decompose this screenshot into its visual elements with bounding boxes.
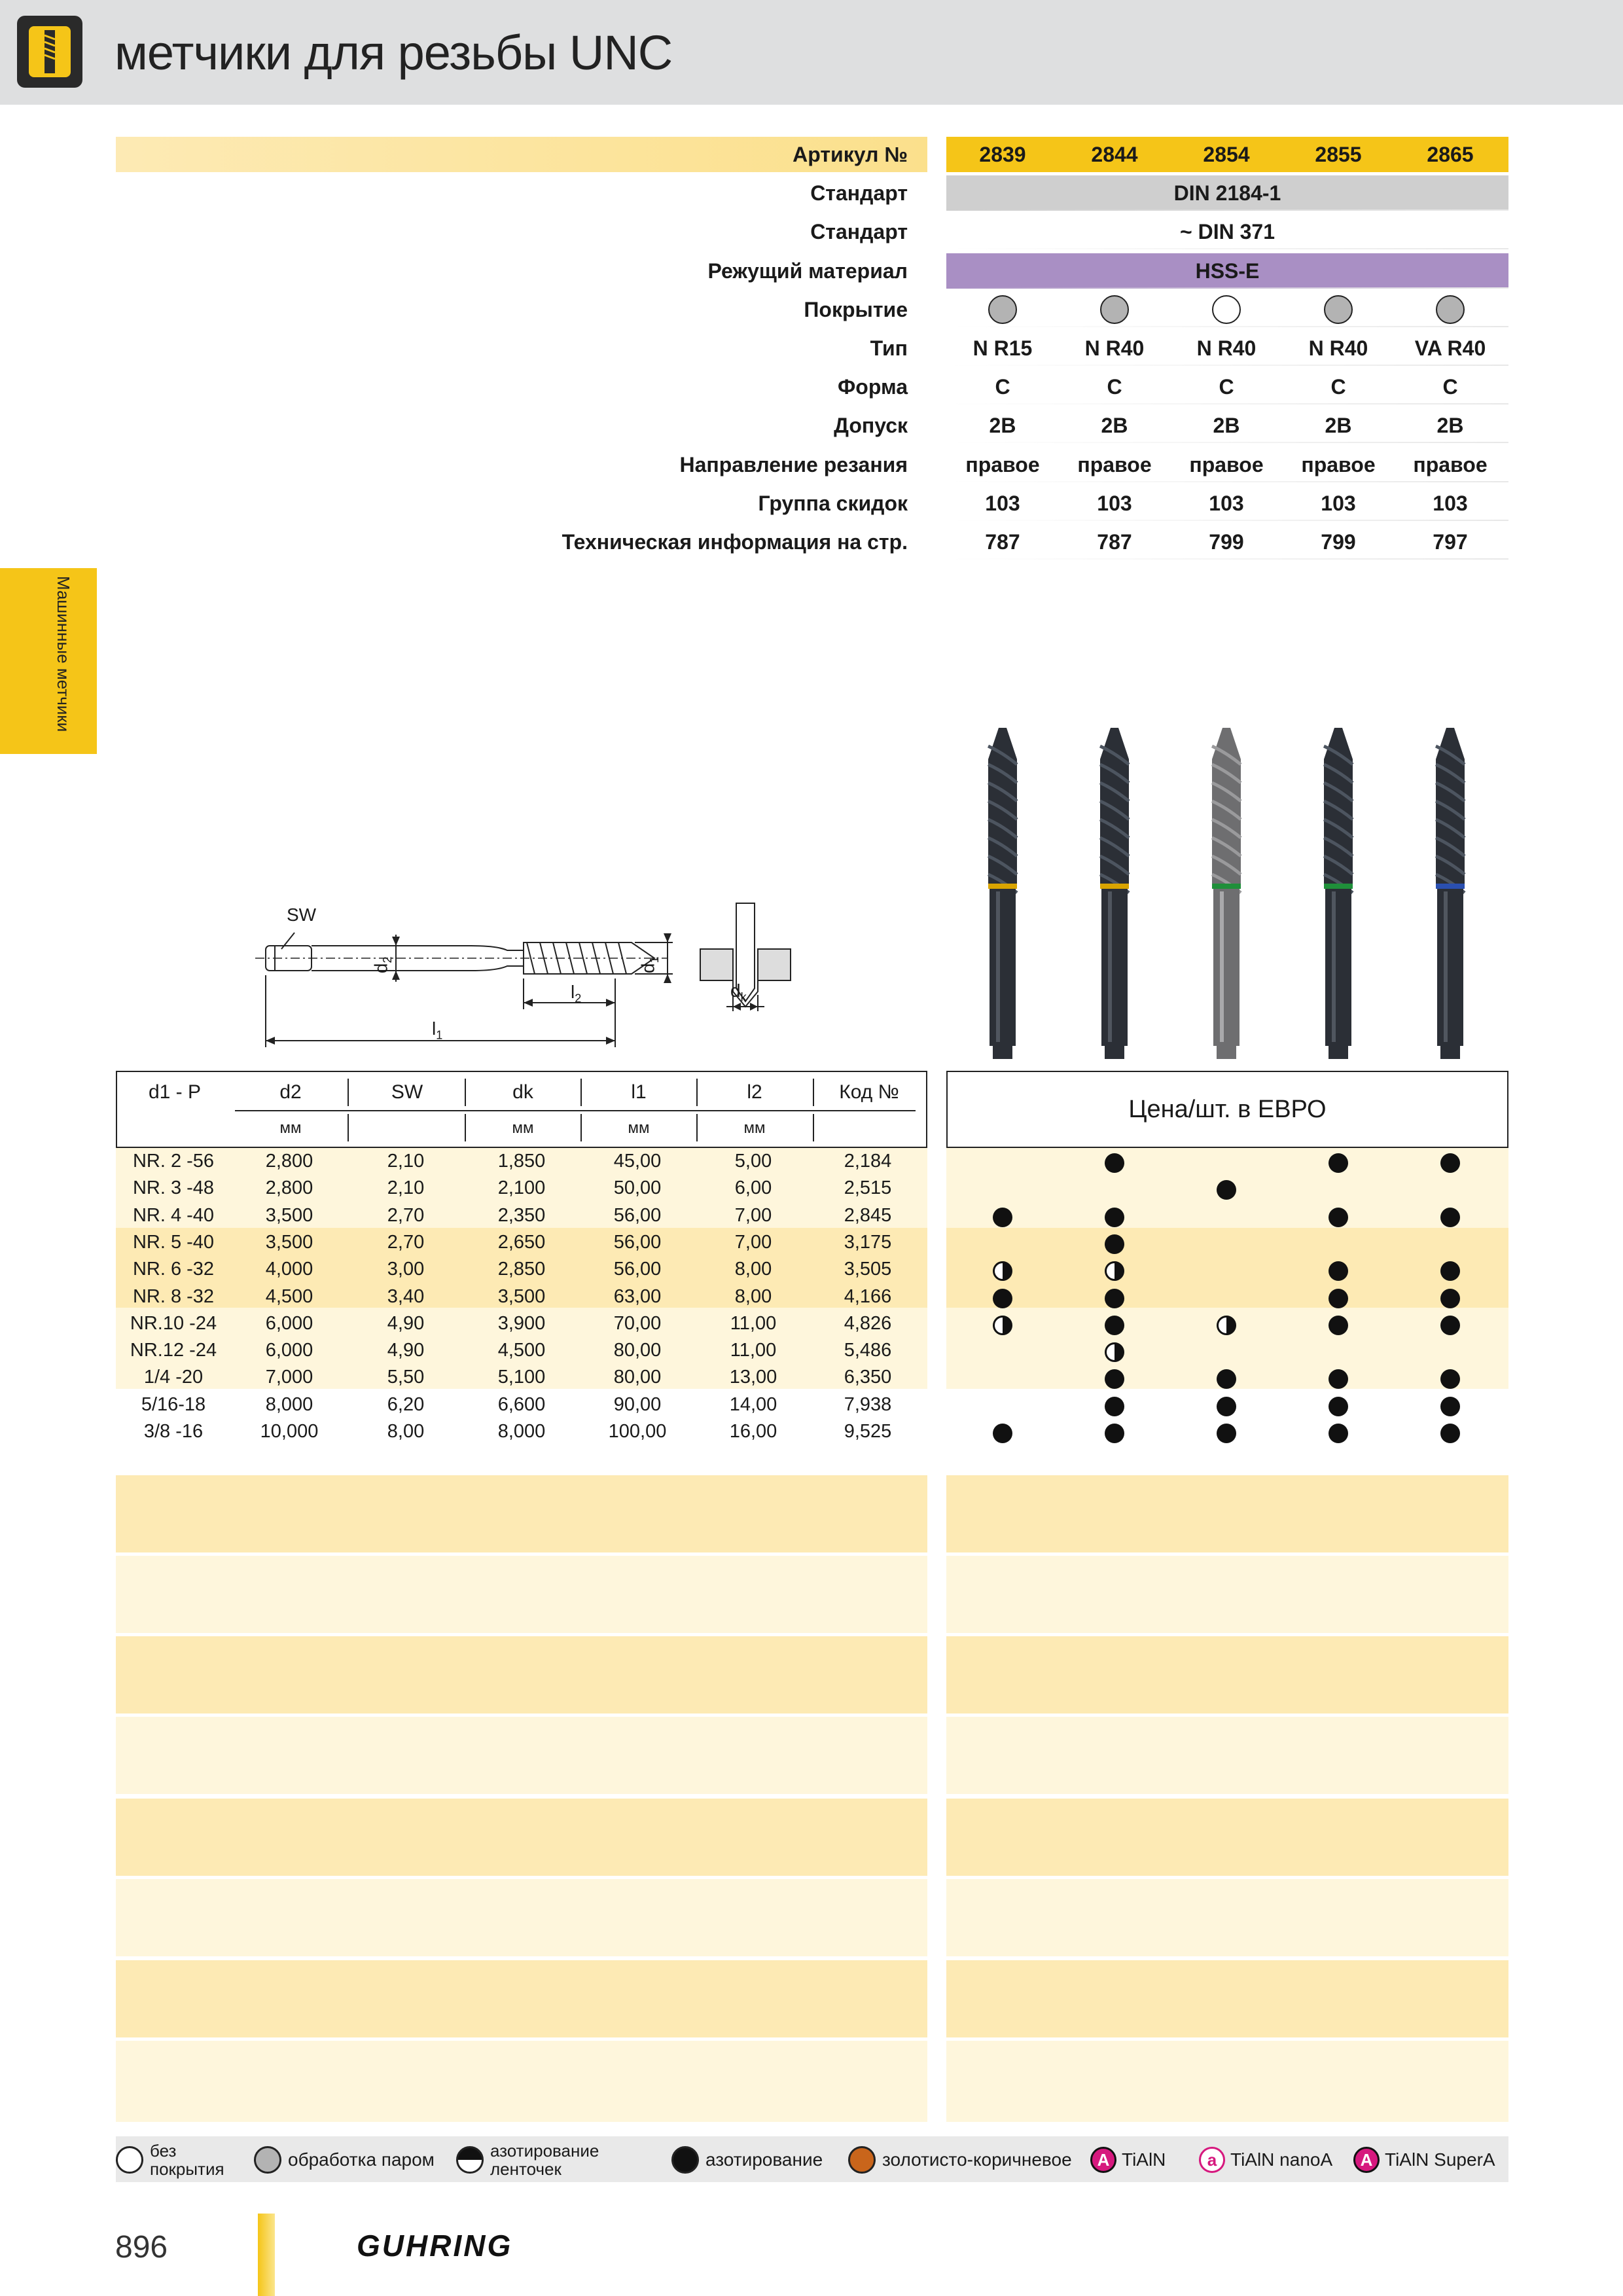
available-stock-icon	[1329, 1397, 1348, 1416]
table-cell: 13,00	[729, 1367, 777, 1388]
available-stock-icon	[1440, 1316, 1460, 1335]
table-cell: 5,486	[844, 1340, 892, 1361]
table-cell: 1,850	[497, 1151, 546, 1172]
legend-tialn: A TiAlN	[1090, 2139, 1166, 2181]
table-cell: NR.12 -24	[130, 1340, 217, 1361]
table-cell: 4,826	[844, 1312, 892, 1334]
available-stock-icon	[1329, 1261, 1348, 1281]
table-cell: 45,00	[613, 1151, 662, 1172]
spec-value: 103	[1209, 491, 1244, 515]
available-stock-icon	[1329, 1424, 1348, 1443]
available-stock-icon	[1105, 1397, 1124, 1416]
tap-photo	[988, 728, 1017, 1059]
table-cell: 6,350	[844, 1367, 892, 1388]
d1-label: $d_1$	[637, 956, 662, 974]
spec-value: N R40	[1308, 336, 1368, 360]
spec-label: Группа скидок	[758, 491, 908, 515]
uncoated-icon	[116, 2146, 143, 2174]
spec-value: 799	[1321, 530, 1356, 554]
table-cell: NR. 5 -40	[132, 1231, 215, 1253]
spec-value: C	[995, 375, 1010, 399]
available-stock-icon	[1105, 1289, 1124, 1308]
available-stock-icon	[1217, 1397, 1236, 1416]
available-stock-icon	[1440, 1289, 1460, 1308]
spec-value: 787	[1097, 530, 1132, 554]
tialn-icon: A	[1090, 2147, 1116, 2173]
dk-label: $d_k$	[730, 980, 747, 1004]
available-stock-icon	[1105, 1208, 1124, 1227]
table-cell: 2,70	[387, 1231, 425, 1253]
available-stock-icon	[1440, 1397, 1460, 1416]
column-header: d2	[279, 1081, 302, 1103]
table-cell: 3,900	[497, 1312, 546, 1334]
spec-value: 2854	[1203, 143, 1250, 166]
available-stock-icon	[1105, 1234, 1124, 1254]
page-number: 896	[115, 2230, 168, 2265]
nitrided-icon	[671, 2146, 699, 2174]
table-row	[116, 1337, 927, 1364]
available-stock-icon	[1440, 1369, 1460, 1389]
table-cell: 4,500	[497, 1340, 546, 1361]
table-cell: 70,00	[613, 1312, 662, 1334]
table-cell: 5,100	[497, 1367, 546, 1388]
table-cell: 6,000	[265, 1340, 313, 1361]
table-cell: 11,00	[730, 1312, 777, 1334]
spec-row	[116, 486, 1508, 521]
available-stock-icon	[993, 1289, 1012, 1308]
table-cell: 3,175	[844, 1231, 892, 1253]
availability-row	[946, 1148, 1508, 1175]
table-cell: 1/4 -20	[143, 1367, 204, 1388]
table-cell: 80,00	[613, 1367, 662, 1388]
table-row	[116, 1175, 927, 1202]
table-cell: 8,00	[734, 1259, 772, 1280]
table-cell: 11,00	[730, 1340, 777, 1361]
spec-value: правое	[1301, 452, 1376, 476]
spec-value: 799	[1209, 530, 1244, 554]
column-header: l1	[631, 1081, 647, 1103]
dimension-table-header	[116, 1071, 927, 1148]
section-tab-label: Машинные метчики	[54, 576, 73, 732]
table-cell: 6,20	[387, 1393, 425, 1415]
table-cell: 4,500	[265, 1285, 313, 1307]
table-row	[116, 1256, 927, 1283]
table-cell: 3,500	[265, 1231, 313, 1253]
table-row	[116, 1283, 927, 1310]
spec-row	[116, 524, 1508, 560]
tap-dimension-drawing	[249, 897, 812, 1054]
table-cell: NR. 3 -48	[132, 1177, 215, 1199]
column-unit: мм	[743, 1119, 766, 1137]
table-cell: 2,184	[844, 1151, 892, 1172]
table-cell: 2,350	[497, 1204, 546, 1226]
table-cell: 8,000	[265, 1393, 313, 1415]
available-stock-icon	[1105, 1316, 1124, 1335]
availability-row	[946, 1202, 1508, 1229]
spec-value: N R15	[972, 336, 1033, 360]
table-cell: NR. 6 -32	[132, 1259, 215, 1280]
price-header: Цена/шт. в ЕВРО	[946, 1071, 1508, 1148]
available-on-request-icon	[993, 1316, 1012, 1335]
spec-span-value: HSS-E	[1195, 259, 1260, 283]
spec-label: Допуск	[834, 414, 908, 438]
available-stock-icon	[1105, 1369, 1124, 1389]
spec-value: 797	[1433, 530, 1468, 554]
footer-accent-bar	[258, 2214, 275, 2296]
spec-label: Артикул №	[793, 143, 908, 166]
table-cell: 2,10	[387, 1177, 425, 1199]
available-on-request-icon	[1217, 1316, 1236, 1335]
spec-label: Тип	[870, 336, 908, 360]
table-cell: 3,500	[497, 1285, 546, 1307]
availability-row	[946, 1337, 1508, 1364]
table-cell: 4,90	[387, 1312, 425, 1334]
available-stock-icon	[1329, 1289, 1348, 1308]
spec-value: 103	[1097, 491, 1132, 515]
legend-band-nitrided: азотирование ленточек	[456, 2139, 599, 2181]
spec-row	[116, 292, 1508, 327]
sw-label: SW	[287, 905, 317, 925]
coating-icon	[988, 295, 1017, 324]
spec-label: Стандарт	[810, 181, 908, 206]
spec-value: C	[1219, 375, 1234, 399]
steam-treated-icon	[254, 2146, 281, 2174]
spec-label: Стандарт	[810, 220, 908, 244]
coating-icon	[1324, 295, 1353, 324]
tialn-nanoa-icon: a	[1199, 2147, 1225, 2173]
table-cell: 6,00	[734, 1177, 772, 1199]
table-cell: 63,00	[613, 1285, 662, 1307]
spec-value: 2B	[1325, 414, 1352, 438]
spec-value: 2865	[1427, 143, 1474, 166]
table-cell: 16,00	[729, 1421, 777, 1442]
spec-row	[116, 253, 1508, 289]
availability-row	[946, 1418, 1508, 1445]
availability-row	[946, 1256, 1508, 1283]
column-unit: мм	[628, 1119, 650, 1137]
spec-row	[116, 137, 1508, 172]
table-cell: 7,00	[734, 1204, 772, 1226]
available-stock-icon	[1440, 1153, 1460, 1173]
available-stock-icon	[1217, 1369, 1236, 1389]
table-cell: 2,515	[844, 1177, 892, 1199]
table-cell: 8,000	[497, 1421, 546, 1442]
available-stock-icon	[1217, 1180, 1236, 1200]
spec-value: 2B	[989, 414, 1016, 438]
table-cell: 6,600	[497, 1393, 546, 1415]
table-cell: 56,00	[613, 1231, 662, 1253]
spec-row	[116, 408, 1508, 443]
spec-value: N R40	[1196, 336, 1257, 360]
table-cell: 4,90	[387, 1340, 425, 1361]
available-stock-icon	[1217, 1424, 1236, 1443]
table-cell: NR. 8 -32	[132, 1285, 215, 1307]
table-cell: 7,938	[844, 1393, 892, 1415]
tap-photo	[1100, 728, 1129, 1059]
available-on-request-icon	[1105, 1261, 1124, 1281]
table-cell: 3,505	[844, 1259, 892, 1280]
column-header: l2	[747, 1081, 762, 1103]
table-cell: NR. 2 -56	[132, 1151, 215, 1172]
spec-value: C	[1442, 375, 1458, 399]
spec-row	[116, 214, 1508, 249]
page-title: метчики для резьбы UNC	[115, 26, 673, 80]
product-images	[946, 720, 1508, 1060]
available-stock-icon	[1329, 1316, 1348, 1335]
spec-label: Покрытие	[804, 297, 908, 321]
table-cell: 9,525	[844, 1421, 892, 1442]
l1-label: $l_1$	[432, 1018, 443, 1042]
spec-row	[116, 447, 1508, 482]
available-stock-icon	[1440, 1261, 1460, 1281]
table-cell: 8,00	[734, 1285, 772, 1307]
spec-value: 103	[1321, 491, 1356, 515]
table-cell: 2,845	[844, 1204, 892, 1226]
availability-row	[946, 1364, 1508, 1391]
spec-value: 2855	[1315, 143, 1362, 166]
available-stock-icon	[1105, 1153, 1124, 1173]
spec-value: VA R40	[1414, 336, 1486, 360]
spec-value: правое	[1077, 452, 1152, 476]
legend-supera: A TiAlN SuperA	[1353, 2139, 1495, 2181]
table-cell: 3,40	[387, 1285, 425, 1307]
table-cell: 90,00	[613, 1393, 662, 1415]
d2-label: $d_2$	[370, 956, 395, 974]
brand-logo: GUHRING	[357, 2229, 513, 2263]
available-on-request-icon	[993, 1261, 1012, 1281]
column-header: d1 - P	[148, 1081, 202, 1103]
table-row	[116, 1202, 927, 1229]
table-row	[116, 1229, 927, 1256]
spec-span-value: DIN 2184-1	[1173, 181, 1281, 206]
spec-value: правое	[1189, 452, 1264, 476]
table-row	[116, 1310, 927, 1337]
table-cell: 7,00	[734, 1231, 772, 1253]
available-stock-icon	[993, 1208, 1012, 1227]
availability-row	[946, 1391, 1508, 1418]
legend-uncoated: без покрытия	[116, 2139, 224, 2181]
table-cell: 7,000	[265, 1367, 313, 1388]
table-cell: 2,10	[387, 1151, 425, 1172]
table-cell: 100,00	[608, 1421, 667, 1442]
available-on-request-icon	[1105, 1342, 1124, 1362]
table-cell: 5,00	[734, 1151, 772, 1172]
tap-photo	[1324, 728, 1353, 1059]
l2-label: $l_2$	[571, 982, 582, 1005]
spec-value: 103	[985, 491, 1020, 515]
spec-value: правое	[965, 452, 1040, 476]
gold-brown-icon	[848, 2146, 876, 2174]
table-cell: 2,800	[265, 1177, 313, 1199]
coating-icon	[1100, 295, 1129, 324]
spec-value: 2844	[1091, 143, 1138, 166]
tap-logo-icon	[17, 16, 82, 88]
table-cell: 2,850	[497, 1259, 546, 1280]
spec-row	[116, 331, 1508, 366]
available-stock-icon	[1329, 1369, 1348, 1389]
table-cell: 4,000	[265, 1259, 313, 1280]
availability-row	[946, 1283, 1508, 1310]
spec-label: Направление резания	[679, 452, 908, 476]
available-stock-icon	[1440, 1424, 1460, 1443]
spec-value: C	[1330, 375, 1346, 399]
table-cell: 2,70	[387, 1204, 425, 1226]
table-cell: 8,00	[387, 1421, 425, 1442]
spec-row	[116, 175, 1508, 211]
availability-row	[946, 1175, 1508, 1202]
table-cell: 56,00	[613, 1204, 662, 1226]
table-cell: 5/16-18	[141, 1393, 206, 1415]
spec-label: Техническая информация на стр.	[562, 530, 908, 554]
spec-value: N R40	[1084, 336, 1145, 360]
table-cell: 50,00	[613, 1177, 662, 1199]
spec-value: правое	[1413, 452, 1488, 476]
table-cell: 10,000	[260, 1421, 319, 1442]
table-row	[116, 1418, 927, 1445]
spec-label: Форма	[837, 375, 908, 399]
table-cell: 56,00	[613, 1259, 662, 1280]
tap-photo	[1212, 728, 1241, 1059]
table-cell: 3/8 -16	[143, 1421, 204, 1442]
spec-value: 2B	[1101, 414, 1128, 438]
spec-label: Режущий материал	[707, 259, 908, 283]
tialn-supera-icon: A	[1353, 2147, 1380, 2173]
legend-nanoa: a TiAlN nanoA	[1199, 2139, 1332, 2181]
available-stock-icon	[1329, 1153, 1348, 1173]
table-cell: 3,00	[387, 1259, 425, 1280]
table-cell: 4,166	[844, 1285, 892, 1307]
column-header: SW	[391, 1081, 423, 1103]
spec-row	[116, 369, 1508, 404]
available-stock-icon	[1105, 1424, 1124, 1443]
table-cell: 2,800	[265, 1151, 313, 1172]
table-cell: 2,100	[497, 1177, 546, 1199]
table-cell: NR.10 -24	[130, 1312, 217, 1334]
column-unit: мм	[512, 1119, 534, 1137]
availability-row	[946, 1229, 1508, 1256]
column-unit: мм	[279, 1119, 302, 1137]
legend-steam: обработка паром	[254, 2139, 435, 2181]
table-cell: 3,500	[265, 1204, 313, 1226]
spec-value: 2B	[1436, 414, 1464, 438]
band-nitrided-icon	[456, 2146, 484, 2174]
table-cell: NR. 4 -40	[132, 1204, 215, 1226]
tap-photo	[1436, 728, 1465, 1059]
table-cell: 5,50	[387, 1367, 425, 1388]
table-cell: 2,650	[497, 1231, 546, 1253]
table-row	[116, 1364, 927, 1391]
available-stock-icon	[1440, 1208, 1460, 1227]
coating-icon	[1436, 295, 1465, 324]
spec-value: 2B	[1213, 414, 1240, 438]
legend-nitrided: азотирование	[671, 2139, 823, 2181]
coating-icon	[1212, 295, 1241, 324]
spec-value: 2839	[979, 143, 1026, 166]
spec-span-value: ~ DIN 371	[1180, 220, 1275, 244]
table-cell: 80,00	[613, 1340, 662, 1361]
spec-value: 103	[1433, 491, 1468, 515]
availability-row	[946, 1310, 1508, 1337]
table-row	[116, 1391, 927, 1418]
available-stock-icon	[993, 1424, 1012, 1443]
column-header: dk	[512, 1081, 533, 1103]
column-header: Код №	[839, 1081, 899, 1103]
legend-gold-brown: золотисто-коричневое	[848, 2139, 1072, 2181]
available-stock-icon	[1329, 1208, 1348, 1227]
spec-value: 787	[985, 530, 1020, 554]
spec-value: C	[1107, 375, 1122, 399]
table-cell: 6,000	[265, 1312, 313, 1334]
table-row	[116, 1148, 927, 1175]
table-cell: 14,00	[729, 1393, 777, 1415]
